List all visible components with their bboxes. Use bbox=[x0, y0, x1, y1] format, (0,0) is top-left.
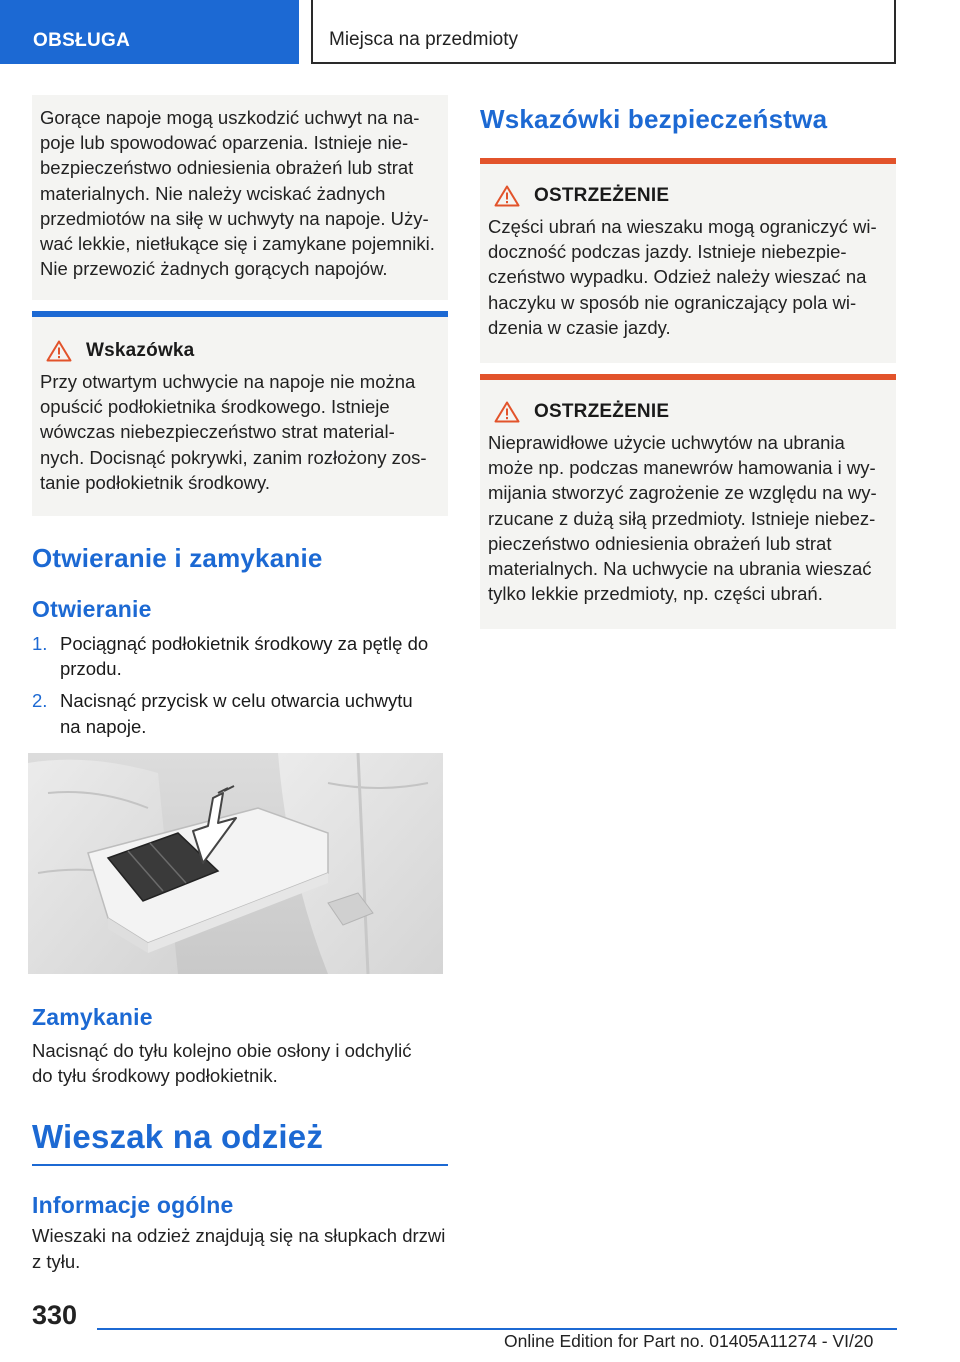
general-text bbox=[32, 1223, 448, 1273]
edition-text: Online Edition for Part no. 01405A11274 - VI/20 bbox=[504, 1331, 874, 1351]
opening-steps bbox=[32, 631, 448, 739]
notice-box bbox=[32, 311, 448, 516]
text-line: opuścić podłokietnika środkowego. Istnieje bbox=[40, 396, 390, 418]
text-line: Wieszaki na odzież znajdują się na słupkach drzwi bbox=[32, 1225, 446, 1247]
warning-triangle-icon bbox=[494, 401, 520, 423]
text-line: haczyku w sposób nie ograniczający pola wi- bbox=[488, 291, 857, 313]
general-heading: Informacje ogólne bbox=[32, 1192, 234, 1219]
right-column bbox=[480, 95, 896, 629]
text-line: Części ubrań na wieszaku mogą ograniczyć wi- bbox=[488, 216, 877, 237]
footer-divider bbox=[97, 1328, 897, 1330]
text-line: wówczas niebezpieczeństwo strat material- bbox=[40, 421, 395, 443]
text-line: nych. Docisnąć pokrywki, zanim rozłożony zos- bbox=[40, 446, 427, 468]
closing-text bbox=[32, 1038, 448, 1088]
text-line: Przy otwartym uchwycie na napoje nie można bbox=[40, 371, 416, 392]
text-line: Nacisnąć przycisk w celu otwarcia uchwytu bbox=[60, 690, 413, 712]
chapter-heading: Wieszak na odzież bbox=[32, 1118, 324, 1156]
step-text bbox=[60, 631, 428, 681]
warning-box bbox=[480, 374, 896, 629]
chapter-header bbox=[311, 0, 896, 64]
text-line: dzenia w czasie jazdy. bbox=[488, 316, 671, 338]
text-line: na napoje. bbox=[60, 715, 147, 737]
text-line: rzucane z dużą siłą przedmioty. Istnieje niebez- bbox=[488, 507, 876, 529]
warning-triangle-icon bbox=[494, 185, 520, 207]
step-number: 1. bbox=[32, 633, 48, 654]
text-line: Gorące napoje mogą uszkodzić uchwyt na na- bbox=[40, 107, 420, 128]
text-line: mijania stworzyć zagrożenie ze względu na wy- bbox=[488, 482, 877, 504]
opening-heading: Otwieranie bbox=[32, 596, 152, 622]
notice-body bbox=[40, 369, 440, 495]
text-line: przedmiotów na siłę w uchwyty na napoje. Uży- bbox=[40, 207, 429, 229]
notice-title: Wskazówka bbox=[86, 340, 195, 361]
text-line: materialnych. Nie należy wciskać żadnych bbox=[40, 182, 386, 204]
text-line: tylko lekkie przedmioty, np. części ubrań. bbox=[488, 583, 823, 605]
warning-title: OSTRZEŻENIE bbox=[534, 401, 670, 422]
warning-title: OSTRZEŻENIE bbox=[534, 185, 670, 206]
step-item bbox=[32, 631, 448, 681]
text-line: materialnych. Na uchwycie na ubrania wieszać bbox=[488, 558, 872, 580]
text-line: Nacisnąć do tyłu kolejno obie osłony i odchylić bbox=[32, 1040, 412, 1061]
warning-header bbox=[488, 398, 888, 426]
text-line: poje lub spowodować oparzenia. Istnieje nie- bbox=[40, 132, 409, 154]
text-line: Nieprawidłowe użycie uchwytów na ubrania bbox=[488, 432, 845, 453]
text-line: Pociągnąć podłokietnik środkowy za pętlę do bbox=[60, 633, 429, 654]
section-tab-label: OBSŁUGA bbox=[33, 30, 131, 51]
step-number: 2. bbox=[32, 690, 48, 712]
section-tab bbox=[0, 0, 299, 64]
closing-heading: Zamykanie bbox=[32, 1004, 153, 1030]
warning-triangle-icon bbox=[46, 340, 72, 362]
section-heading: Otwieranie i zamykanie bbox=[32, 543, 323, 573]
warning-header bbox=[488, 182, 888, 210]
heading-divider bbox=[32, 1164, 448, 1166]
page-number: 330 bbox=[32, 1300, 78, 1330]
text-line: może np. podczas manewrów hamowania i wy- bbox=[488, 457, 876, 479]
text-line: doczność podczas jazdy. Istnieje niebezpie- bbox=[488, 241, 847, 263]
warning-body bbox=[488, 214, 888, 340]
safety-heading: Wskazówki bezpieczeństwa bbox=[480, 104, 828, 134]
step-item bbox=[32, 688, 448, 738]
hot-drinks-note-box bbox=[32, 95, 448, 300]
armrest-cupholder-illustration bbox=[28, 753, 443, 974]
text-line: z tyłu. bbox=[32, 1250, 81, 1272]
chapter-title: Miejsca na przedmioty bbox=[329, 29, 519, 50]
step-text bbox=[60, 688, 413, 738]
warning-box bbox=[480, 158, 896, 363]
text-line: czeństwo wypadku. Odzież należy wieszać na bbox=[488, 266, 867, 288]
text-line: do tyłu środkowy podłokietnik. bbox=[32, 1065, 278, 1087]
left-column-lower bbox=[32, 1004, 448, 1274]
warning-body bbox=[488, 430, 888, 606]
text-line: bezpieczeństwo odniesienia obrażeń lub strat bbox=[40, 157, 414, 179]
text-line: wać lekkie, nietłukące się i zamykane pojemniki. bbox=[40, 233, 435, 255]
notice-header bbox=[40, 337, 440, 365]
text-line: pieczeństwo odniesienia obrażeń lub strat bbox=[488, 532, 832, 554]
text-line: Nie przewozić żadnych gorących napojów. bbox=[40, 258, 388, 280]
text-line: przodu. bbox=[60, 658, 122, 680]
text-line: tanie podłokietnik środkowy. bbox=[40, 471, 271, 493]
left-column bbox=[32, 95, 448, 746]
